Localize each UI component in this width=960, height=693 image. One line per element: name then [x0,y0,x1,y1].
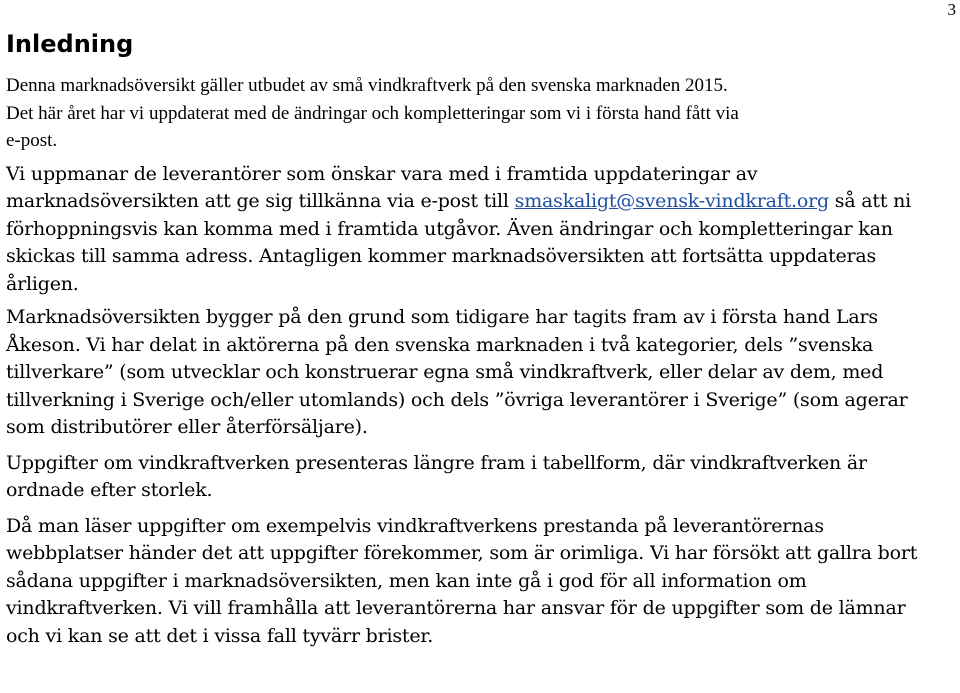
paragraph-tables [6,450,956,505]
paragraph-line: e-post. [6,130,58,151]
paragraph-line: webbplatser händer det att uppgifter förekommer, som är orimliga. Vi har försökt att gallra bort [6,542,918,564]
paragraph-line: sådana uppgifter i marknadsöversikten, men kan inte gå i god för all information om [6,569,807,592]
paragraph-line: och vi kan se att det i vissa fall tyvärr brister. [6,624,434,647]
paragraph-line: Då man läser uppgifter om exempelvis vindkraftverkens prestanda på leverantörernas [6,514,824,537]
paragraph-line [6,188,956,216]
paragraph-line: förhoppningsvis kan komma med i framtida utgåvor. Även ändringar och kompletteringar kan [6,217,893,240]
paragraph-invitation [6,161,956,299]
paragraph-line: ordnade efter storlek. [6,479,213,501]
paragraph-line: tillverkning i Sverige och/eller utomlands) och dels ”övriga leverantörer i Sverige” (som agerar [6,388,908,411]
paragraph-line: skickas till samma adress. Antagligen kommer marknadsöversikten att fortsätta uppdateras [6,245,877,267]
paragraph-line: tillverkare” (som utvecklar och konstruerar egna små vindkraftverk, eller delar av dem, med [6,361,884,383]
paragraph-line: Marknadsöversikten bygger på den grund som tidigare har tagits fram av i första hand Lars [6,306,878,328]
page-number: 3 [947,0,956,19]
paragraph-line: Det här året har vi uppdaterat med de ändringar och kompletteringar som vi i första hand fått via [6,102,739,124]
section-heading: Inledning [6,30,134,58]
text-segment: så att ni [828,190,912,212]
body-text [6,72,956,650]
paragraph-line: Åkeson. Vi har delat in aktörerna på den svenska marknaden i två kategorier, dels ”svenska [6,333,874,356]
text-segment: marknadsöversikten att ge sig tillkänna via e-post till [6,190,515,212]
paragraph-line: Denna marknadsöversikt gäller utbudet av små vindkraftverk på den svenska marknaden 2015. [6,75,728,96]
paragraph-intro [6,72,956,155]
paragraph-line: som distributörer eller återförsäljare). [6,416,368,438]
paragraph-disclaimer [6,513,956,651]
paragraph-line: Vi uppmanar de leverantörer som önskar vara med i framtida uppdateringar av [6,162,758,185]
paragraph-background [6,304,956,442]
paragraph-line: årligen. [6,272,79,295]
paragraph-line: vindkraftverken. Vi vill framhålla att leverantörerna har ansvar för de uppgifter som de lämnar [6,597,906,619]
paragraph-line: Uppgifter om vindkraftverken presenteras längre fram i tabellform, där vindkraftverken är [6,451,867,474]
email-link[interactable]: smaskaligt@svensk-vindkraft.org [514,190,829,212]
